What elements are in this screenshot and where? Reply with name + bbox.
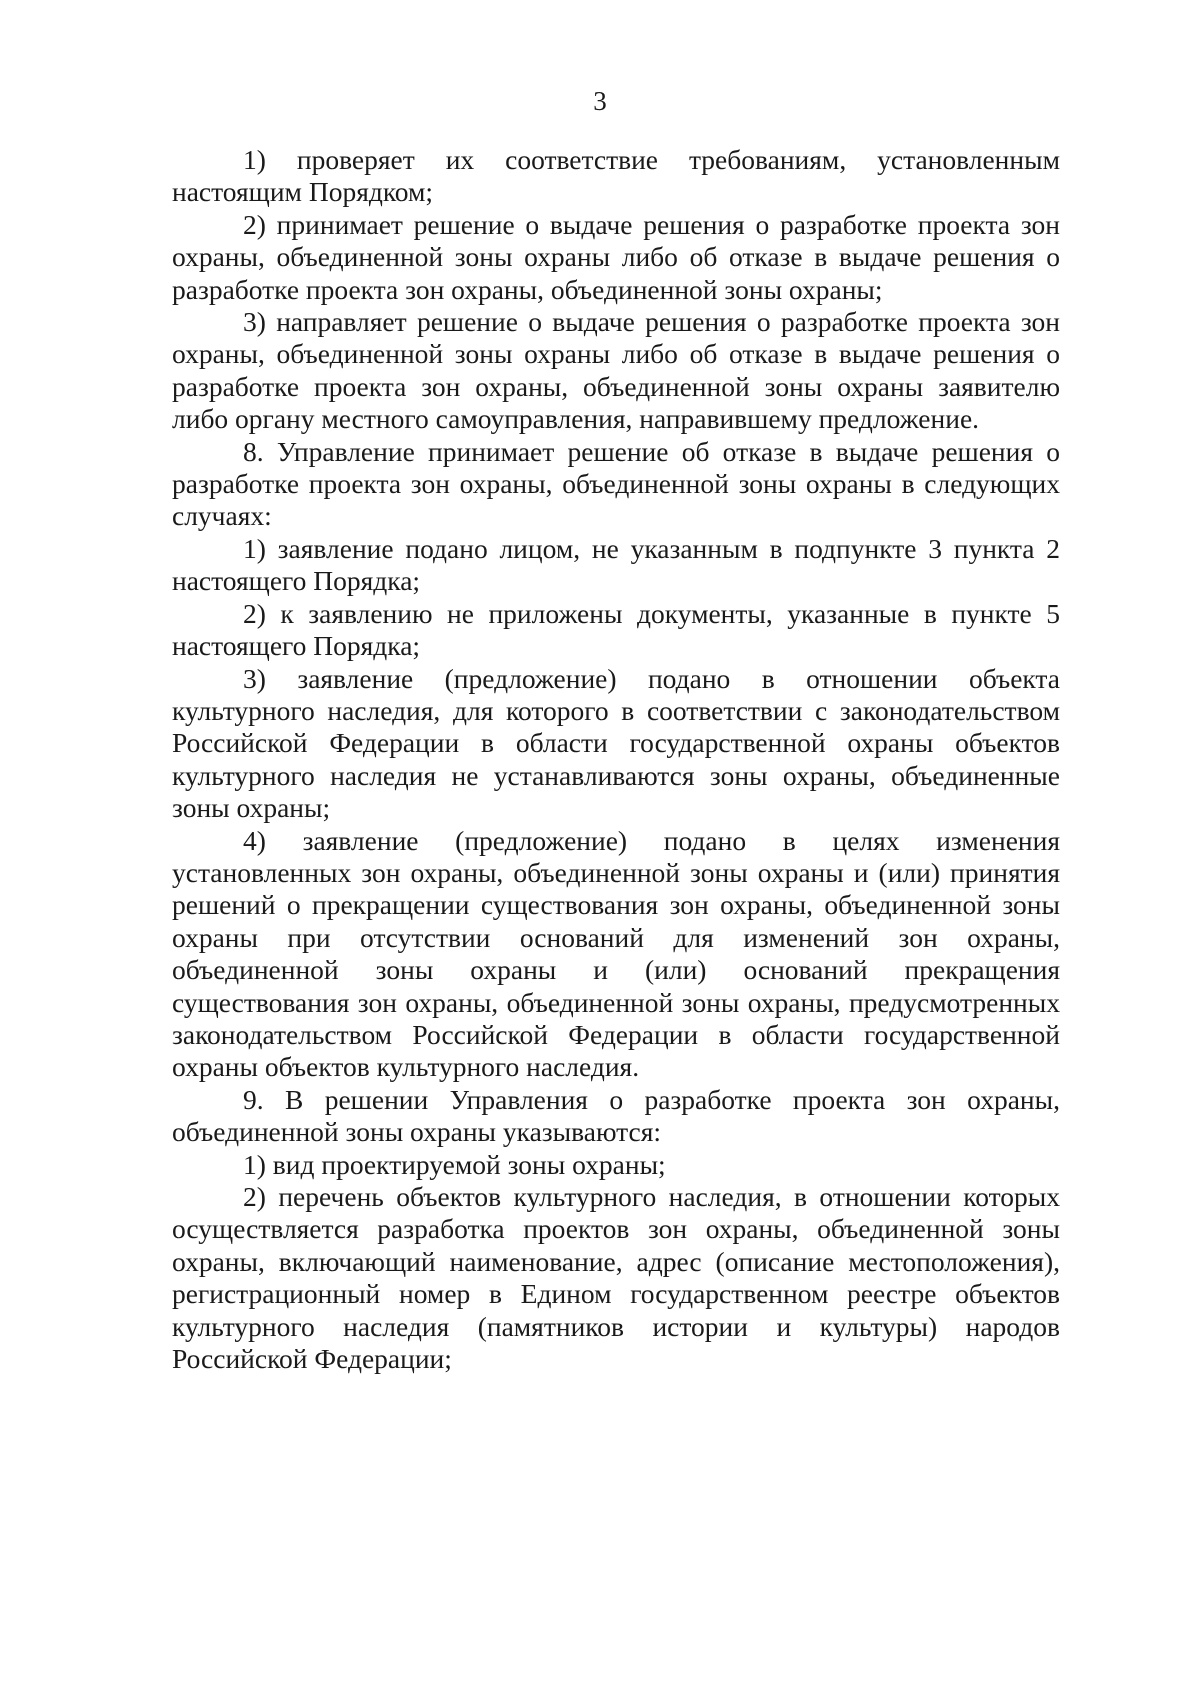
paragraph-clause-8-item-2: 2) к заявлению не приложены документы, указанные в пункте 5 настоящего Порядка; xyxy=(172,597,1060,662)
paragraph-clause-8-item-4: 4) заявление (предложение) подано в целях изменения установленных зон охраны, объединенной зоны охраны и (или) принятия решений о прекращении существования зон охраны, объединенной зоны охраны при отсутствии оснований для изменений зон охраны, объединенной зоны охраны и (или) оснований прекращения существования зон охраны, объединенной зоны охраны, предусмотренных законодательством Российской Федерации в области государственной охраны объектов культурного наследия. xyxy=(172,824,1060,1083)
document-body xyxy=(172,144,1060,1375)
paragraph-item-2-decision: 2) принимает решение о выдаче решения о разработке проекта зон охраны, объединенной зоны охраны либо об отказе в выдаче решения о разработке проекта зон охраны, объединенной зоны охраны; xyxy=(172,208,1060,305)
paragraph-clause-8-item-1: 1) заявление подано лицом, не указанным в подпункте 3 пункта 2 настоящего Порядка; xyxy=(172,532,1060,597)
paragraph-clause-9-item-2: 2) перечень объектов культурного наследия, в отношении которых осуществляется разработка проектов зон охраны, объединенной зоны охраны, включающий наименование, адрес (описание местоположения), регистрационный номер в Едином государственном реестре объектов культурного наследия (памятников истории и культуры) народов Российской Федерации; xyxy=(172,1181,1060,1375)
paragraph-item-3-send-decision: 3) направляет решение о выдаче решения о разработке проекта зон охраны, объединенной зоны охраны либо об отказе в выдаче решения о разработке проекта зон охраны, объединенной зоны охраны заявителю либо органу местного самоуправления, направившему предложение. xyxy=(172,306,1060,435)
paragraph-clause-8: 8. Управление принимает решение об отказе в выдаче решения о разработке проекта зон охраны, объединенной зоны охраны в следующих случаях: xyxy=(172,435,1060,532)
paragraph-item-1-check-compliance: 1) проверяет их соответствие требованиям, установленным настоящим Порядком; xyxy=(172,144,1060,208)
page-number: 3 xyxy=(593,86,607,116)
paragraph-clause-9: 9. В решении Управления о разработке проекта зон охраны, объединенной зоны охраны указываются: xyxy=(172,1083,1060,1148)
paragraph-clause-9-item-1: 1) вид проектируемой зоны охраны; xyxy=(243,1148,666,1180)
paragraph-clause-8-item-3: 3) заявление (предложение) подано в отношении объекта культурного наследия, для которого в соответствии с законодательством Российской Федерации в области государственной охраны объектов культурного наследия не устанавливаются зоны охраны, объединенные зоны охраны; xyxy=(172,662,1060,824)
